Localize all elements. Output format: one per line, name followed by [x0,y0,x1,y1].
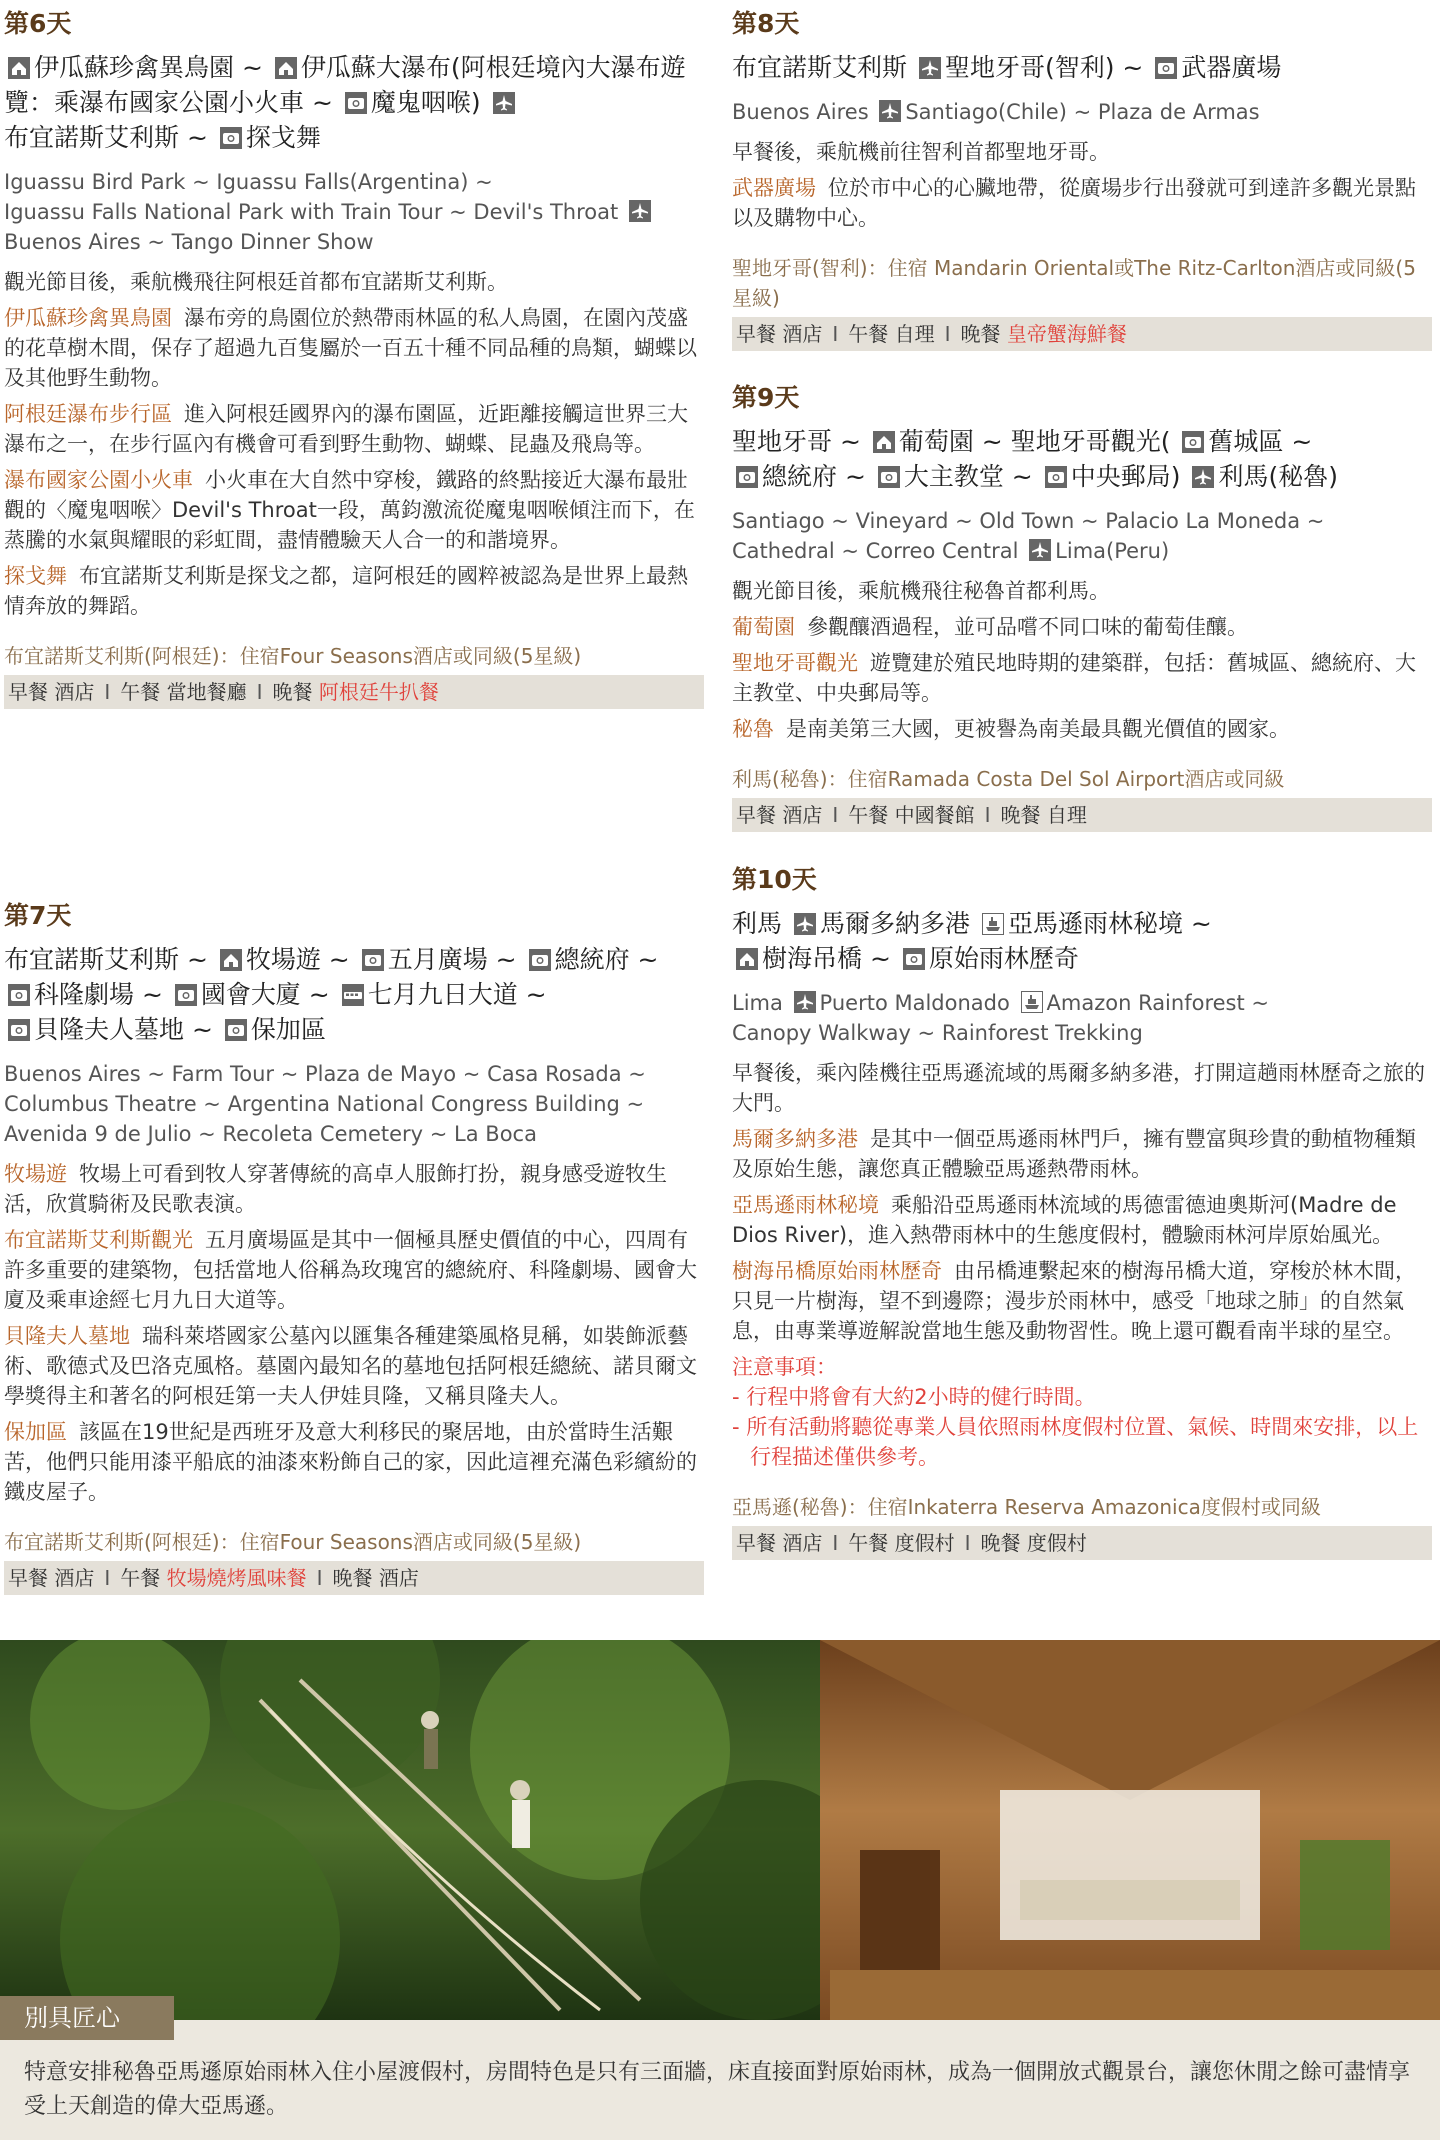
home-icon [873,431,895,453]
day9-item-label: 聖地牙哥觀光 [732,651,858,675]
day9-title: 第9天 [732,383,800,412]
day8-accommodation: 聖地牙哥(智利)：住宿 Mandarin Oriental或The Ritz-Carlton酒店或同級(5星級) [732,256,1416,310]
day9-route-2: 舊城區 ~ [1208,427,1313,456]
breakfast-value: 酒店 [54,680,95,704]
day6-intro: 觀光節目後，乘航機飛往阿根廷首都布宜諾斯艾利斯。 [4,270,508,294]
day10-item-text: 是其中一個亞馬遜雨林門戶，擁有豐富與珍貴的動植物種類及原始生態，讓您真正體驗亞馬遜熱帶雨林。 [732,1127,1416,1181]
day7-item [4,1417,704,1507]
day6-item-text: 進入阿根廷國界內的瀑布園區，近距離接觸這世界三大瀑布之一，在步行區內有機會可看到野生動物、蝴蝶、昆蟲及飛鳥等。 [4,402,688,456]
day9-route-1: 葡萄園 ~ 聖地牙哥觀光( [898,427,1171,456]
day9-en-2: Lima(Peru) [1055,539,1170,563]
day7-route-8: 保加區 [250,1015,326,1044]
day7-english-route [4,1059,704,1149]
day6-item-label: 探戈舞 [4,564,67,588]
day10-item [732,1256,1432,1346]
day10-route-4: 原始雨林歷奇 [928,944,1079,973]
day7-accommodation: 布宜諾斯艾利斯(阿根廷)：住宿Four Seasons酒店或同級(5星級) [4,1530,582,1554]
dinner-label: 晚餐 [332,1566,373,1590]
day8-route [732,50,1432,85]
day7-en-0: Buenos Aires ~ Farm Tour ~ Plaza de Mayo ~ Casa Rosada ~ [4,1062,646,1086]
plane-icon [1029,539,1051,561]
camera-icon [1182,431,1204,453]
plane-icon [919,57,941,79]
day6-item [4,303,704,393]
home-icon [736,948,758,970]
day6-english-route [4,167,704,257]
divider: I [256,680,263,704]
boat-icon [1021,991,1043,1013]
lunch-value: 中國餐館 [894,803,975,827]
day7-route-2: 五月廣場 ~ [387,945,517,974]
day10-item-label: 馬爾多納多港 [732,1127,858,1151]
bus-icon [342,984,364,1006]
breakfast-value: 酒店 [54,1566,95,1590]
lunch-label: 午餐 [848,322,889,346]
dinner-value: 酒店 [378,1566,419,1590]
day6-en-0: Iguassu Bird Park ~ Iguassu Falls(Argentina) ~ [4,170,493,194]
lunch-value: 自理 [894,322,935,346]
rainforest-photo-strip [0,1640,1440,2020]
day6-route-1: 伊瓜蘇大瀑布(阿根廷境內大瀑布遊覽：乘瀑布國家公園小火車 ~ [4,53,686,117]
note-item: - 行程中將會有大約2小時的健行時間。 [732,1385,1096,1409]
day10-en-1: Puerto Maldonado [819,991,1010,1015]
day9-item [732,714,1432,744]
lunch-label: 午餐 [120,1566,161,1590]
day10-en-0: Lima [732,991,783,1015]
day7-en-1: Columbus Theatre ~ Argentina National Congress Building ~ [4,1092,645,1116]
day9-accommodation: 利馬(秘魯)：住宿Ramada Costa Del Sol Airport酒店或同級 [732,767,1285,791]
day10-item-text: 由吊橋連繫起來的樹海吊橋大道，穿梭於林木間，只見一片樹海，望不到邊際；漫步於雨林中，感受「地球之肺」的自然氣息，由專業導遊解說當地生態及動物習性。晚上還可觀看南半球的星空。 [732,1259,1416,1343]
camera-icon [903,948,925,970]
notes-title: 注意事項： [732,1355,837,1379]
day9-route-3: 總統府 ~ [762,462,866,491]
day9-item [732,612,1432,642]
plane-icon [794,913,816,935]
day6-en-2: Buenos Aires ~ Tango Dinner Show [4,230,374,254]
day6-en-1: Iguassu Falls National Park with Train Tour ~ Devil's Throat [4,200,619,224]
day8-meals [732,317,1432,351]
camera-icon [529,949,551,971]
day10-english-route [732,988,1432,1048]
day8-en-1: Santiago(Chile) ~ Plaza de Armas [905,100,1260,124]
day8-english-route [732,97,1432,127]
camera-icon [878,466,900,488]
day10-en-2: Amazon Rainforest ~ [1046,991,1269,1015]
day9-item-text: 遊覽建於殖民地時期的建築群，包括：舊城區、總統府、大主教堂、中央郵局等。 [732,651,1416,705]
camera-icon [8,984,30,1006]
banner-label: 別具匠心 [0,1996,174,2040]
day10-route-0: 利馬 [732,909,783,938]
day7-route-3: 總統府 ~ [554,945,659,974]
divider: I [832,1531,839,1555]
dinner-value: 阿根廷牛扒餐 [318,680,439,704]
day6-title: 第6天 [4,9,72,38]
day8-section [732,4,1432,351]
day8-route-0: 布宜諾斯艾利斯 [732,53,908,82]
dinner-label: 晚餐 [1000,803,1041,827]
plane-icon [879,100,901,122]
day7-item-label: 布宜諾斯艾利斯觀光 [4,1228,193,1252]
plane-icon [629,200,651,222]
divider: I [984,803,991,827]
camera-icon [1155,57,1177,79]
day10-route [732,906,1432,976]
day9-english-route [732,506,1432,566]
day9-item-label: 葡萄園 [732,615,795,639]
day7-item-label: 保加區 [4,1420,67,1444]
day8-route-1: 聖地牙哥(智利) ~ [944,53,1144,82]
dinner-value: 自理 [1046,803,1087,827]
day7-item [4,1321,704,1411]
day10-meals [732,1526,1432,1560]
day7-route-0: 布宜諾斯艾利斯 ~ [4,945,208,974]
day9-route-0: 聖地牙哥 ~ [732,427,861,456]
breakfast-label: 早餐 [8,1566,48,1590]
day9-en-1: Cathedral ~ Correo Central [732,539,1019,563]
day9-route-5: 中央郵局) [1070,462,1181,491]
day10-route-3: 樹海吊橋 ~ [762,944,891,973]
lunch-label: 午餐 [120,680,161,704]
day9-item [732,648,1432,708]
camera-icon [8,1019,30,1041]
day9-item-label: 秘魯 [732,717,774,741]
day7-item-label: 貝隆夫人墓地 [4,1324,130,1348]
plane-icon [493,92,515,114]
day6-item-label: 伊瓜蘇珍禽異鳥園 [4,306,172,330]
day7-item [4,1159,704,1219]
rainforest-photo [0,1640,1440,2020]
banner-text: 特意安排秘魯亞馬遜原始雨林入住小屋渡假村，房間特色是只有三面牆，床直接面對原始雨林，成為一個開放式觀景台，讓您休閒之餘可盡情享受上天創造的偉大亞馬遜。 [24,2060,1411,2119]
day7-item [4,1225,704,1315]
day7-route-6: 七月九日大道 ~ [367,980,547,1009]
dinner-value: 度假村 [1026,1531,1087,1555]
day7-en-2: Avenida 9 de Julio ~ Recoleta Cemetery ~ La Boca [4,1122,537,1146]
dinner-label: 晚餐 [272,680,313,704]
day9-item-text: 參觀釀酒過程，並可品嚐不同口味的葡萄佳釀。 [807,615,1248,639]
home-icon [8,57,30,79]
day7-route-1: 牧場遊 ~ [245,945,350,974]
day8-item [732,173,1432,233]
breakfast-label: 早餐 [736,803,776,827]
plane-icon [794,991,816,1013]
day7-route-5: 國會大廈 ~ [200,980,330,1009]
note-item: - 所有活動將聽從專業人員依照雨林度假村位置、氣候、時間來安排，以上行程描述僅供參考。 [732,1415,1419,1469]
lunch-value: 度假村 [894,1531,955,1555]
day10-title: 第10天 [732,865,817,894]
day7-section [4,896,704,1595]
day9-route-6: 利馬(秘魯) [1218,462,1338,491]
divider: I [104,680,111,704]
boat-icon [982,913,1004,935]
day9-item-text: 是南美第三大國，更被譽為南美最具觀光價值的國家。 [786,717,1290,741]
day9-meals [732,798,1432,832]
lunch-label: 午餐 [848,1531,889,1555]
plane-icon [1192,466,1214,488]
day8-title: 第8天 [732,9,800,38]
day9-section [732,378,1432,832]
day6-route-4: 探戈舞 [245,123,321,152]
divider: I [944,322,951,346]
day7-item-text: 五月廣場區是其中一個極具歷史價值的中心，四周有許多重要的建築物，包括當地人俗稱為玫瑰宮的總統府、科隆劇場、國會大廈及乘車途經七月九日大道等。 [4,1228,697,1312]
camera-icon [175,984,197,1006]
lunch-value: 當地餐廳 [166,680,247,704]
divider: I [104,1566,111,1590]
day8-item-label: 武器廣場 [732,176,816,200]
day7-meals [4,1561,704,1595]
day10-route-1: 馬爾多納多港 [819,909,970,938]
breakfast-label: 早餐 [736,322,776,346]
day10-accommodation: 亞馬遜(秘魯)：住宿Inkaterra Reserva Amazonica度假村或同級 [732,1495,1321,1519]
day6-route-2: 魔鬼咽喉) [370,88,481,117]
day10-item [732,1124,1432,1184]
day10-intro: 早餐後，乘內陸機往亞馬遜流域的馬爾多納多港，打開這趟雨林歷奇之旅的大門。 [732,1061,1425,1115]
divider: I [832,803,839,827]
day10-item-text: 乘船沿亞馬遜雨林流域的馬德雷德迪奧斯河(Madre de Dios River)，進入熱帶雨林中的生態度假村，體驗雨林河岸原始風光。 [732,1193,1397,1247]
day6-item [4,465,704,555]
day7-route-7: 貝隆夫人墓地 ~ [34,1015,213,1044]
day10-route-2: 亞馬遜雨林秘境 ~ [1007,909,1212,938]
camera-icon [225,1019,247,1041]
day6-item-text: 小火車在大自然中穿梭，鐵路的終點接近大瀑布最壯觀的〈魔鬼咽喉〉Devil's Throat一段，萬鈞激流從魔鬼咽喉傾注而下，在蒸騰的水氣與耀眼的彩虹間，盡情體驗天人合一的和諧境界。 [4,468,695,552]
home-icon [220,949,242,971]
day7-item-text: 該區在19世紀是西班牙及意大利移民的聚居地，由於當時生活艱苦，他們只能用漆平船底的油漆來粉飾自己的家，因此這裡充滿色彩繽紛的鐵皮屋子。 [4,1420,697,1504]
camera-icon [362,949,384,971]
camera-icon [345,92,367,114]
day7-item-text: 牧場上可看到牧人穿著傳統的高卓人服飾打扮，親身感受遊牧生活，欣賞騎術及民歌表演。 [4,1162,667,1216]
breakfast-label: 早餐 [736,1531,776,1555]
breakfast-label: 早餐 [8,680,48,704]
day6-item-label: 阿根廷瀑布步行區 [4,402,172,426]
divider: I [832,322,839,346]
home-icon [275,57,297,79]
day7-item-text: 瑞科萊塔國家公墓內以匯集各種建築風格見稱，如裝飾派藝術、歌德式及巴洛克風格。墓園內最知名的墓地包括阿根廷總統、諾貝爾文學獎得主和著名的阿根廷第一夫人伊娃貝隆，又稱貝隆夫人。 [4,1324,697,1408]
day8-item-text: 位於市中心的心臟地帶，從廣場步行出發就可到達許多觀光景點以及購物中心。 [732,176,1416,230]
divider: I [316,1566,323,1590]
day6-item [4,399,704,459]
day7-item-label: 牧場遊 [4,1162,67,1186]
day10-item [732,1190,1432,1250]
day6-item [4,561,704,621]
day6-route-0: 伊瓜蘇珍禽異鳥園 ~ [34,53,263,82]
day6-route-3: 布宜諾斯艾利斯 ~ [4,123,208,152]
day10-item-label: 樹海吊橋原始雨林歷奇 [732,1259,942,1283]
camera-icon [1045,466,1067,488]
day10-item-label: 亞馬遜雨林秘境 [732,1193,879,1217]
day6-accommodation: 布宜諾斯艾利斯(阿根廷)：住宿Four Seasons酒店或同級(5星級) [4,644,582,668]
day6-route [4,50,704,155]
day9-intro: 觀光節目後，乘航機飛往秘魯首都利馬。 [732,579,1110,603]
day9-route [732,424,1432,494]
lunch-value: 牧場燒烤風味餐 [166,1566,307,1590]
divider: I [964,1531,971,1555]
day7-title: 第7天 [4,901,72,930]
day6-section [4,4,704,709]
breakfast-value: 酒店 [782,803,823,827]
day7-route-4: 科隆劇場 ~ [34,980,163,1009]
day8-route-2: 武器廣場 [1181,53,1282,82]
breakfast-value: 酒店 [782,322,823,346]
day6-meals [4,675,704,709]
day9-en-0: Santiago ~ Vineyard ~ Old Town ~ Palacio La Moneda ~ [732,509,1325,533]
dinner-label: 晚餐 [980,1531,1021,1555]
day7-route [4,942,704,1047]
dinner-value: 皇帝蟹海鮮餐 [1006,322,1127,346]
lunch-label: 午餐 [848,803,889,827]
day10-en-3: Canopy Walkway ~ Rainforest Trekking [732,1021,1143,1045]
day6-item-label: 瀑布國家公園小火車 [4,468,193,492]
day6-item-text: 布宜諾斯艾利斯是探戈之都，這阿根廷的國粹被認為是世界上最熱情奔放的舞蹈。 [4,564,688,618]
camera-icon [736,466,758,488]
day8-intro: 早餐後，乘航機前往智利首都聖地牙哥。 [732,140,1110,164]
day6-item-text: 瀑布旁的鳥園位於熱帶雨林區的私人鳥園，在園內茂盛的花草樹木間，保存了超過九百隻屬於一百五十種不同品種的鳥類，蝴蝶以及其他野生動物。 [4,306,697,390]
day9-route-4: 大主教堂 ~ [903,462,1033,491]
dinner-label: 晚餐 [960,322,1001,346]
breakfast-value: 酒店 [782,1531,823,1555]
camera-icon [220,127,242,149]
day8-en-0: Buenos Aires [732,100,869,124]
day10-section [732,860,1432,1560]
